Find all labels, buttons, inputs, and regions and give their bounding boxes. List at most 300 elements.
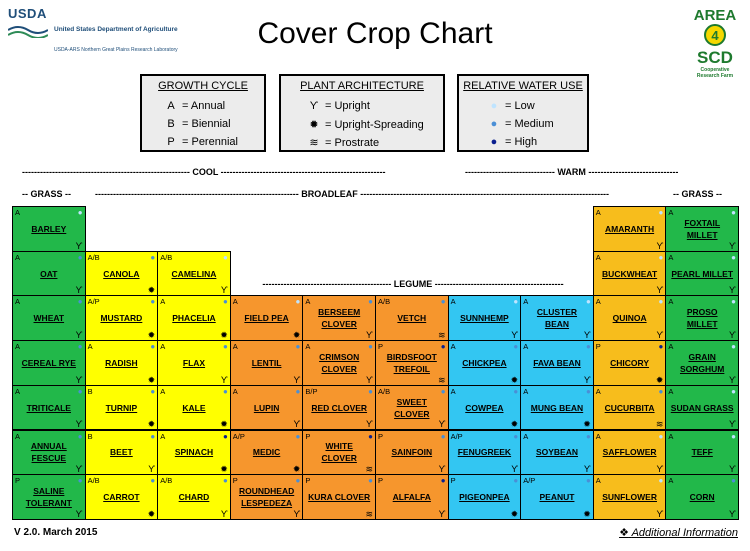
growth-cycle-code: A (15, 386, 21, 396)
upright-icon: ϒ (148, 464, 156, 475)
crop-cell (302, 385, 376, 431)
water-drop-medium-icon: ● (368, 342, 373, 352)
crop-name[interactable]: SUNNHEMP (460, 313, 509, 324)
upright-spreading-icon: ✹ (583, 419, 591, 430)
crop-cell (665, 295, 739, 341)
crop-cell (448, 430, 522, 476)
crop-cell (375, 430, 449, 476)
area4-number: 4 (711, 28, 719, 43)
crop-cell (230, 295, 304, 341)
upright-icon: ϒ (729, 374, 736, 385)
growth-cycle-code: A/P (87, 297, 100, 307)
growth-cycle-code: P (305, 431, 311, 441)
crop-cell (230, 340, 304, 386)
upright-spreading-icon: ✹ (220, 330, 228, 341)
growth-cycle-code: A (595, 297, 601, 307)
upright-spreading-icon: ✹ (292, 330, 301, 341)
growth-cycle-code: A/P (523, 476, 536, 486)
growth-cycle-code: A/P (450, 431, 463, 441)
crop-name[interactable]: CUCURBITA (604, 402, 655, 413)
water-drop-high-icon: ● (658, 342, 664, 352)
upright-icon: ϒ (366, 419, 373, 430)
upright-spreading-icon: ✹ (510, 508, 519, 519)
crop-name[interactable]: SUNFLOWER (602, 492, 657, 503)
crop-cell (520, 295, 594, 341)
water-drop-medium-icon: ● (490, 118, 498, 130)
crop-cell (665, 251, 739, 297)
water-drop-low-icon: ● (731, 208, 736, 217)
growth-cycle-code: A (668, 342, 674, 352)
usda-wordmark: USDA (8, 6, 47, 21)
water-drop-medium-icon: ● (368, 386, 373, 396)
water-drop-medium-icon: ● (295, 342, 301, 352)
legend-row: A = Annual (167, 100, 226, 112)
water-drop-low-icon: ● (731, 386, 736, 396)
water-drop-medium-icon: ● (77, 297, 83, 307)
upright-spreading-icon: ✹ (220, 464, 228, 475)
crop-cell (665, 340, 739, 386)
area4-scd-logo (685, 4, 745, 84)
growth-cycle-code: P (15, 476, 21, 486)
legend-title: RELATIVE WATER USE (463, 80, 583, 92)
crop-name[interactable]: BARLEY (31, 223, 67, 234)
crop-cell (12, 295, 86, 341)
crop-name[interactable]: FOXTAIL MILLET (684, 217, 721, 240)
upright-spreading-icon: ✹ (147, 419, 156, 430)
upright-icon: ϒ (293, 508, 301, 519)
area4-top: AREA (693, 7, 737, 24)
crop-name[interactable]: CEREAL RYE (21, 357, 76, 368)
water-drop-medium-icon: ● (440, 431, 446, 441)
crop-name[interactable]: LENTIL (251, 357, 282, 368)
growth-cycle-code: P (305, 476, 311, 486)
growth-cycle-code: B/P (305, 386, 318, 396)
broadleaf-line: -------------------------------------------------------------------- BROADLEAF ----------------------------------------------------------------------------------- (95, 189, 610, 199)
water-drop-medium-icon: ● (77, 386, 83, 396)
water-drop-medium-icon: ● (222, 476, 228, 486)
water-drop-medium-icon: ● (513, 476, 519, 486)
growth-cycle-code: A (160, 386, 166, 396)
crop-cell (448, 340, 522, 386)
upright-icon: ϒ (293, 419, 301, 430)
legend-row: ≋ = Prostrate (303, 136, 379, 149)
growth-cycle-code: A (450, 297, 456, 307)
crop-name[interactable]: FENUGREEK (457, 447, 512, 458)
crop-name[interactable]: RED CLOVER (311, 402, 368, 413)
crop-cell (85, 295, 159, 341)
crop-cell (302, 340, 376, 386)
growth-cycle-code: A (15, 342, 21, 352)
upright-icon: ϒ (656, 330, 664, 341)
warm-season-line: ------------------------------ WARM ------------------------------ (465, 167, 679, 177)
growth-cycle-code: A/B (87, 252, 100, 262)
growth-cycle-code: B (87, 386, 93, 396)
crop-cell (302, 295, 376, 341)
growth-cycle-code: B (87, 431, 93, 441)
crop-name[interactable]: WHITE CLOVER (321, 441, 357, 464)
upright-spreading-icon: ✹ (147, 374, 156, 385)
upright-icon: ϒ (511, 464, 519, 475)
crop-name[interactable]: MUNG BEAN (530, 402, 584, 413)
crop-cell (302, 430, 376, 476)
water-drop-medium-icon: ● (150, 252, 156, 262)
crop-name[interactable]: FIELD PEA (244, 313, 289, 324)
water-drop-medium-icon: ● (513, 431, 519, 441)
crop-name[interactable]: ALFALFA (392, 492, 431, 503)
upright-spreading-icon: ✹ (510, 419, 519, 430)
crop-cell (157, 295, 231, 341)
upright-spreading-icon: ✹ (147, 508, 156, 519)
water-drop-medium-icon: ● (731, 476, 736, 486)
crop-name[interactable]: PHACELIA (172, 313, 216, 324)
crop-name[interactable]: SAINFOIN (391, 447, 433, 458)
upright-icon: ϒ (220, 508, 228, 519)
water-drop-medium-icon: ● (150, 476, 156, 486)
crop-name[interactable]: CHICKPEA (462, 357, 507, 368)
crop-name[interactable]: BERSEEM CLOVER (318, 307, 361, 330)
legend-row: ϒ = Upright (303, 100, 370, 112)
crop-cell (665, 385, 739, 431)
growth-cycle-code: P (378, 431, 384, 441)
upright-spreading-icon: ✹ (220, 419, 228, 430)
crop-cell (85, 430, 159, 476)
water-drop-medium-icon: ● (77, 431, 83, 441)
water-drop-low-icon: ● (658, 297, 664, 307)
water-drop-low-icon: ● (513, 297, 519, 307)
growth-cycle-code: A/B (87, 476, 100, 486)
upright-icon: ϒ (511, 330, 519, 341)
crop-name[interactable]: SUDAN GRASS (670, 402, 734, 413)
water-drop-medium-icon: ● (77, 342, 83, 352)
crop-name[interactable]: SPINACH (174, 447, 214, 458)
legume-line: ------------------------------------------- LEGUME ------------------------------------------- (262, 279, 564, 289)
growth-cycle-code: A (595, 386, 601, 396)
crop-name[interactable]: GRAIN SORGHUM (679, 351, 725, 374)
crop-name[interactable]: LUPIN (253, 402, 280, 413)
crop-cell (593, 206, 667, 252)
crop-cell (593, 251, 667, 297)
growth-cycle-code: P (595, 342, 601, 352)
growth-cycle-code: A (15, 208, 21, 217)
water-drop-low-icon: ● (658, 476, 664, 486)
upright-icon: ϒ (366, 330, 373, 341)
crop-name[interactable]: BIRDSFOOT TREFOIL (386, 351, 437, 374)
crop-cell (230, 430, 304, 476)
growth-cycle-code: A (15, 252, 21, 262)
upright-spreading-icon: ✹ (147, 285, 156, 296)
crop-name[interactable]: CLUSTER BEAN (536, 307, 578, 330)
water-drop-medium-icon: ● (513, 342, 519, 352)
plant-architecture-legend (279, 74, 445, 152)
growth-cycle-code: A (160, 342, 166, 352)
crop-name[interactable]: CHICORY (610, 357, 650, 368)
crop-cell (375, 385, 449, 431)
growth-cycle-code: A (668, 252, 674, 262)
water-drop-medium-icon: ● (150, 386, 156, 396)
growth-cycle-code: A (450, 342, 456, 352)
crop-cell (157, 430, 231, 476)
crop-name[interactable]: CANOLA (103, 268, 140, 279)
upright-icon: ϒ (438, 508, 446, 519)
crop-cell (448, 385, 522, 431)
water-drop-low-icon: ● (658, 252, 664, 262)
growth-cycle-code: P (450, 476, 456, 486)
upright-icon: ϒ (293, 374, 301, 385)
upright-spreading-icon: ✹ (292, 464, 301, 475)
grass-right-line: -- GRASS -- (673, 189, 722, 199)
crop-name[interactable]: BUCKWHEAT (602, 268, 658, 279)
crop-name[interactable]: SWEET CLOVER (394, 396, 430, 419)
crop-cell (520, 430, 594, 476)
upright-icon: ϒ (729, 419, 736, 430)
crop-grid (12, 206, 738, 519)
crop-name[interactable]: VETCH (397, 313, 427, 324)
upright-icon: ϒ (220, 374, 228, 385)
water-drop-low-icon: ● (731, 431, 736, 441)
crop-name[interactable]: SOYBEAN (535, 447, 578, 458)
legend-row: P = Perennial (167, 136, 238, 148)
upright-icon: ϒ (438, 464, 446, 475)
cool-season-line: -------------------------------------------------------- COOL ------------------------------------------------------- (22, 167, 386, 177)
crop-cell (375, 295, 449, 341)
growth-cycle-code: A/B (378, 386, 391, 396)
page-title: Cover Crop Chart (257, 17, 493, 50)
water-drop-medium-icon: ● (585, 386, 591, 396)
crop-cell (85, 251, 159, 297)
upright-icon: ϒ (656, 285, 664, 296)
crop-cell (12, 474, 86, 520)
upright-icon: ϒ (729, 285, 736, 296)
water-drop-medium-icon: ● (222, 297, 228, 307)
crop-name[interactable]: ROUNDHEAD LESPEDEZA (238, 486, 295, 509)
growth-cycle-code: A (595, 208, 601, 217)
crop-name[interactable]: OAT (40, 268, 58, 279)
upright-icon: ϒ (583, 374, 591, 385)
area4-scd: SCD (697, 48, 733, 67)
growth-cycle-legend (140, 74, 266, 152)
crop-cell (520, 474, 594, 520)
upright-icon: ϒ (656, 464, 664, 475)
water-drop-high-icon: ● (440, 476, 446, 486)
crop-name[interactable]: PROSO MILLET (686, 307, 718, 330)
water-drop-medium-icon: ● (585, 342, 591, 352)
diamond-icon: ❖ (619, 527, 629, 539)
crop-name[interactable]: MUSTARD (100, 313, 143, 324)
water-drop-medium-icon: ● (150, 297, 156, 307)
upright-icon: ϒ (729, 330, 736, 341)
crop-name[interactable]: MEDIC (252, 447, 281, 458)
water-drop-high-icon: ● (222, 431, 228, 441)
crop-cell (157, 474, 231, 520)
upright-spreading-icon: ✹ (655, 374, 664, 385)
upright-icon: ϒ (309, 100, 319, 112)
growth-cycle-code: A/B (378, 297, 391, 307)
legend-row: ✹ = Upright-Spreading (303, 118, 424, 131)
crop-cell (85, 340, 159, 386)
crop-cell (375, 340, 449, 386)
crop-name[interactable]: QUINOA (612, 313, 647, 324)
crop-name[interactable]: WHEAT (33, 313, 65, 324)
upright-icon: ϒ (729, 508, 736, 519)
water-drop-low-icon: ● (490, 100, 498, 112)
crop-cell (230, 474, 304, 520)
water-drop-medium-icon: ● (295, 476, 301, 486)
crop-name[interactable]: TEFF (691, 447, 713, 458)
crop-name[interactable]: CHARD (178, 492, 210, 503)
crop-name[interactable]: FLAX (182, 357, 206, 368)
growth-cycle-code: A (160, 431, 166, 441)
crop-name[interactable]: CAMELINA (171, 268, 217, 279)
prostrate-icon: ≋ (365, 508, 373, 519)
crop-cell (448, 474, 522, 520)
crop-cell (520, 385, 594, 431)
upright-icon: ϒ (75, 464, 83, 475)
crop-name[interactable]: TURNIP (105, 402, 138, 413)
crop-name[interactable]: AMARANTH (605, 223, 655, 234)
crop-cell (85, 474, 159, 520)
water-drop-medium-icon: ● (513, 386, 519, 396)
growth-cycle-code: A (523, 386, 529, 396)
growth-cycle-code: A/B (160, 252, 173, 262)
crop-cell (665, 206, 739, 252)
legend-title: GROWTH CYCLE (158, 80, 248, 92)
growth-cycle-code: A (15, 297, 21, 307)
upright-icon: ϒ (729, 464, 736, 475)
water-drop-medium-icon: ● (150, 342, 156, 352)
crop-name[interactable]: CORN (689, 492, 715, 503)
crop-name[interactable]: KALE (182, 402, 206, 413)
growth-cycle-code: A (160, 297, 166, 307)
usda-department: United States Department of Agriculture (54, 26, 178, 33)
crop-cell (12, 251, 86, 297)
water-drop-low-icon: ● (731, 297, 736, 307)
crop-cell (520, 340, 594, 386)
growth-cycle-code: A (668, 386, 674, 396)
crop-cell (593, 385, 667, 431)
crop-cell (593, 295, 667, 341)
growth-cycle-code: A (523, 297, 529, 307)
crop-name[interactable]: COWPEA (465, 402, 504, 413)
prostrate-icon: ≋ (438, 330, 446, 341)
growth-cycle-code: A (305, 297, 311, 307)
upright-icon: ϒ (656, 240, 664, 251)
growth-cycle-code: A/P (232, 431, 245, 441)
crop-cell (375, 474, 449, 520)
area4-sub2: Research Farm (696, 73, 734, 79)
upright-icon: ϒ (75, 330, 83, 341)
prostrate-icon: ≋ (365, 464, 373, 475)
growth-cycle-code: A (523, 431, 529, 441)
water-drop-medium-icon: ● (585, 431, 591, 441)
crop-name[interactable]: PIGEONPEA (459, 492, 510, 503)
water-drop-medium-icon: ● (150, 431, 156, 441)
water-drop-medium-icon: ● (440, 297, 446, 307)
crop-name[interactable]: RADISH (105, 357, 138, 368)
water-drop-medium-icon: ● (295, 431, 301, 441)
crop-cell (665, 474, 739, 520)
growth-cycle-code: A (305, 342, 311, 352)
upright-icon: ϒ (438, 419, 446, 430)
growth-cycle-code: P (232, 476, 238, 486)
crop-cell (12, 385, 86, 431)
upright-spreading-icon: ✹ (309, 119, 319, 131)
area4-sub1: Cooperative (700, 67, 730, 73)
crop-name[interactable]: FAVA BEAN (533, 357, 581, 368)
additional-information-link[interactable]: ❖ Additional Information (619, 527, 738, 539)
upright-spreading-icon: ✹ (583, 508, 591, 519)
growth-cycle-code: A (15, 431, 21, 441)
crop-name[interactable]: KURA CLOVER (308, 492, 371, 503)
upright-icon: ϒ (75, 285, 83, 296)
crop-name[interactable]: PEARL MILLET (671, 268, 734, 279)
upright-icon: ϒ (75, 419, 83, 430)
crop-name[interactable]: PEANUT (539, 492, 575, 503)
water-drop-medium-icon: ● (368, 476, 373, 486)
water-drop-medium-icon: ● (77, 476, 83, 486)
growth-cycle-code: A (523, 342, 529, 352)
crop-name[interactable]: ANNUAL FESCUE (30, 441, 67, 464)
growth-cycle-code: A (450, 386, 456, 396)
crop-name[interactable]: CRIMSON CLOVER (319, 351, 360, 374)
water-drop-medium-icon: ● (368, 297, 373, 307)
crop-cell (593, 340, 667, 386)
upright-icon: ϒ (75, 374, 83, 385)
growth-cycle-code: A (232, 386, 238, 396)
growth-cycle-code: A (232, 297, 238, 307)
crop-cell (302, 474, 376, 520)
water-drop-medium-icon: ● (295, 386, 301, 396)
upright-icon: ϒ (220, 285, 228, 296)
upright-icon: ϒ (583, 464, 591, 475)
upright-icon: ϒ (656, 508, 664, 519)
water-drop-medium-icon: ● (658, 386, 664, 396)
upright-icon: ϒ (366, 374, 373, 385)
crop-cell (230, 385, 304, 431)
crop-name[interactable]: SALINE TOLERANT (25, 486, 72, 509)
water-drop-low-icon: ● (295, 297, 301, 307)
growth-cycle-code: P (378, 476, 384, 486)
crop-cell (157, 340, 231, 386)
water-drop-medium-icon: ● (77, 252, 83, 262)
upright-spreading-icon: ✹ (510, 374, 519, 385)
upright-icon: ϒ (583, 330, 591, 341)
crop-cell (157, 385, 231, 431)
growth-cycle-code: A (87, 342, 93, 352)
crop-cell (12, 340, 86, 386)
growth-cycle-code: A (668, 431, 674, 441)
crop-cell (157, 251, 231, 297)
crop-name[interactable]: TRITICALE (26, 402, 71, 413)
growth-cycle-code: A (595, 476, 601, 486)
crop-name[interactable]: BEET (110, 447, 133, 458)
legend-row: ● = High (483, 136, 537, 148)
crop-name[interactable]: CARROT (103, 492, 140, 503)
growth-cycle-code: A (668, 297, 674, 307)
water-drop-high-icon: ● (490, 136, 498, 148)
growth-cycle-code: A (595, 252, 601, 262)
prostrate-icon: ≋ (309, 137, 319, 149)
crop-name[interactable]: SAFFLOWER (602, 447, 657, 458)
water-drop-medium-icon: ● (585, 476, 591, 486)
growth-cycle-code: A (232, 342, 238, 352)
water-drop-low-icon: ● (658, 431, 664, 441)
legend-row: ● = Low (483, 100, 535, 112)
water-drop-medium-icon: ● (222, 342, 228, 352)
water-use-legend (457, 74, 589, 152)
crop-cell (12, 430, 86, 476)
water-drop-low-icon: ● (731, 342, 736, 352)
water-drop-medium-icon: ● (222, 386, 228, 396)
